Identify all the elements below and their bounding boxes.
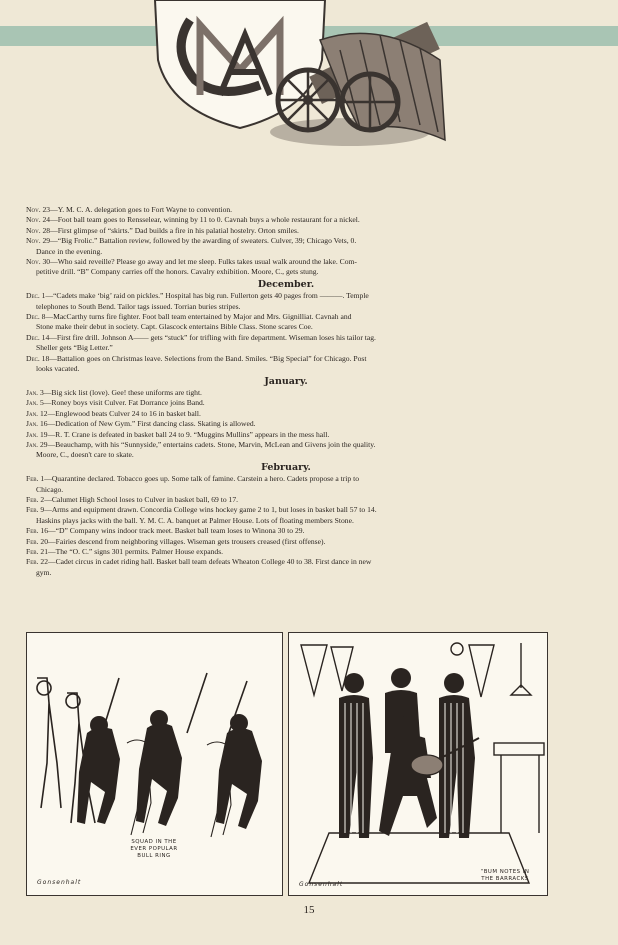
artist-signature-right: Gonsenhalt bbox=[299, 881, 344, 888]
entry-continuation: Dance in the evening. bbox=[36, 246, 103, 256]
diary-entry bbox=[26, 440, 546, 461]
entry-text: —MacCarthy turns fire fighter. Foot ball team entertained by Major and Mrs. Gignilliat. Cavnah and bbox=[45, 312, 352, 322]
entry-date: Jan. 5 bbox=[26, 398, 44, 408]
entry-text: —R. T. Crane is defeated in basket ball 24 to 9. “Muggins Mullins” appears in the mess hall. bbox=[47, 429, 330, 439]
entry-text: —Fairies descend from neighboring villages. Wiseman gets trousers creased (first offense). bbox=[48, 536, 326, 546]
entry-text: —“Big Frolic.” Battalion review, followed by the awarding of sweaters. Culver, 39; Chicago Vets, 0. bbox=[50, 236, 357, 246]
diary-entry bbox=[26, 388, 546, 398]
diary-entry bbox=[26, 215, 546, 225]
entry-date: Feb. 2 bbox=[26, 494, 45, 504]
cartoon-caption-right: “BUM NOTES IN THE BARRACKS bbox=[480, 869, 530, 882]
entry-continuation: telephones to South Bend. Tailor tags issued. Torrian buries stripes. bbox=[36, 301, 241, 311]
entry-date: Dec. 18 bbox=[26, 353, 50, 363]
entry-date: Feb. 22 bbox=[26, 557, 49, 567]
month-heading-february: February. bbox=[261, 461, 311, 473]
february-entries bbox=[26, 474, 546, 578]
entry-date: Jan. 19 bbox=[26, 429, 48, 439]
entry-continuation: petitive drill. “B” Company carries off the honors. Cavalry exhibition. Moore, C., gets stung. bbox=[36, 267, 319, 277]
cartoon-caption-left: SQUAD IN THE EVER POPULAR BULL RING bbox=[130, 839, 178, 859]
diary-entry bbox=[26, 505, 546, 526]
january-entries bbox=[26, 388, 546, 461]
month-heading-january: January. bbox=[264, 375, 308, 387]
entry-text: —Calumet High School loses to Culver in basket ball, 69 to 17. bbox=[44, 494, 239, 504]
page-number: 15 bbox=[303, 904, 315, 916]
diary-entry bbox=[26, 354, 546, 375]
artist-signature-left: Gonsenhalt bbox=[37, 879, 82, 886]
entry-date: Dec. 8 bbox=[26, 312, 46, 322]
december-entries bbox=[26, 291, 546, 374]
diary-entry bbox=[26, 409, 546, 419]
entry-continuation: gym. bbox=[36, 567, 52, 577]
entry-continuation: Stone make their debut in society. Capt. Glascock entertains Bible Class. Stone scares Coe. bbox=[36, 322, 313, 332]
cartoon-bull-ring bbox=[26, 632, 283, 896]
entry-text: —“D” Company wins indoor track meet. Basket ball team loses to Winona 30 to 29. bbox=[48, 526, 305, 536]
entry-date: Feb. 20 bbox=[26, 536, 49, 546]
entry-date: Jan. 16 bbox=[26, 419, 48, 429]
diary-entry bbox=[26, 333, 546, 354]
entry-date: Jan. 3 bbox=[26, 387, 44, 397]
entry-date: Jan. 29 bbox=[26, 439, 48, 449]
diary-entry bbox=[26, 205, 546, 215]
entry-date: Feb. 16 bbox=[26, 526, 49, 536]
entry-text: —Big sick list (love). Gee! these uniforms are tight. bbox=[43, 387, 202, 397]
entry-text: —Battalion goes on Christmas leave. Selections from the Band. Smiles. “Big Special” for Chicago. Post bbox=[49, 353, 367, 363]
entry-continuation: looks vacated. bbox=[36, 364, 80, 374]
cartoon-barracks bbox=[288, 632, 548, 896]
entry-date: Dec. 1 bbox=[26, 291, 46, 301]
entry-date: Nov. 24 bbox=[26, 215, 51, 225]
entry-continuation: Sheller gets “Big Letter.” bbox=[36, 343, 113, 353]
diary-entry bbox=[26, 419, 546, 429]
entry-continuation: Chicago. bbox=[36, 484, 64, 494]
entry-date: Nov. 30 bbox=[26, 257, 51, 267]
diary-entry bbox=[26, 557, 546, 578]
diary-entries bbox=[26, 205, 546, 578]
entry-continuation: Haskins plays jacks with the ball. Y. M. C. A. banquet at Palmer House. Lots of floating members Stone. bbox=[36, 515, 354, 525]
entry-date: Nov. 28 bbox=[26, 225, 51, 235]
cannon-with-flag-icon bbox=[270, 0, 450, 150]
diary-entry bbox=[26, 291, 546, 312]
diary-entry bbox=[26, 547, 546, 557]
november-entries bbox=[26, 205, 546, 278]
diary-entry bbox=[26, 236, 546, 257]
diary-entry bbox=[26, 526, 546, 536]
entry-text: —Foot ball team goes to Rensselear, winning by 11 to 0. Cavnah buys a whole restaurant for a nickel. bbox=[50, 215, 360, 225]
diary-entry bbox=[26, 257, 546, 278]
entry-date: Dec. 14 bbox=[26, 332, 50, 342]
entry-text: —Dedication of New Gym.” First dancing class. Skating is allowed. bbox=[47, 419, 256, 429]
entry-text: —First fire drill. Johnson A—— gets “stuck” for trifling with fire department. Wiseman loses his tailor tag. bbox=[49, 332, 376, 342]
entry-date: Feb. 1 bbox=[26, 474, 45, 484]
diary-entry bbox=[26, 495, 546, 505]
entry-text: —“Cadets make ‘big’ raid on pickles.” Hospital has big run. Fullerton gets 40 pages from ———. Temple bbox=[45, 291, 369, 301]
diary-entry bbox=[26, 430, 546, 440]
diary-entry bbox=[26, 537, 546, 547]
entry-text: —The “O. C.” signs 301 permits. Palmer House expands. bbox=[48, 547, 224, 556]
entry-text: —Y. M. C. A. delegation goes to Fort Wayne to convention. bbox=[50, 205, 233, 214]
entry-text: —Beauchamp, with his “Sunnyside,” entertains cadets. Stone, Marvin, McLean and Givens join the quality. bbox=[47, 439, 376, 449]
entry-date: Feb. 21 bbox=[26, 547, 49, 556]
entry-text: —Englewood beats Culver 24 to 16 in basket ball. bbox=[47, 408, 201, 418]
entry-date: Nov. 23 bbox=[26, 205, 51, 214]
month-heading-december: December. bbox=[257, 278, 315, 290]
diary-entry bbox=[26, 312, 546, 333]
diary-entry bbox=[26, 226, 546, 236]
entry-text: —Roney boys visit Culver. Fat Dorrance joins Band. bbox=[43, 398, 205, 408]
entry-continuation: Moore, C., doesn't care to skate. bbox=[36, 450, 134, 460]
entry-text: —Who said reveille? Please go away and let me sleep. Fulks takes usual walk around the lake. Com- bbox=[50, 257, 357, 267]
entry-text: —Arms and equipment drawn. Concordia College wins hockey game 2 to 1, but loses in basket ball 57 to 14. bbox=[44, 505, 377, 515]
entry-text: —Cadet circus in cadet riding hall. Basket ball team defeats Wheaton College 40 to 38. First dance in new bbox=[48, 557, 372, 567]
entry-date: Feb. 9 bbox=[26, 505, 45, 515]
diary-entry bbox=[26, 398, 546, 408]
barracks-singers-drawing bbox=[289, 633, 547, 895]
diary-entry bbox=[26, 474, 546, 495]
entry-text: —First glimpse of “skirts.” Dad builds a fire in his palatial hostelry. Orton smiles. bbox=[50, 225, 299, 235]
entry-date: Nov. 29 bbox=[26, 236, 51, 246]
entry-date: Jan. 12 bbox=[26, 408, 48, 418]
entry-text: —Quarantine declared. Tobacco goes up. Some talk of famine. Carstein a hero. Cadets propose a trip to bbox=[44, 474, 360, 484]
